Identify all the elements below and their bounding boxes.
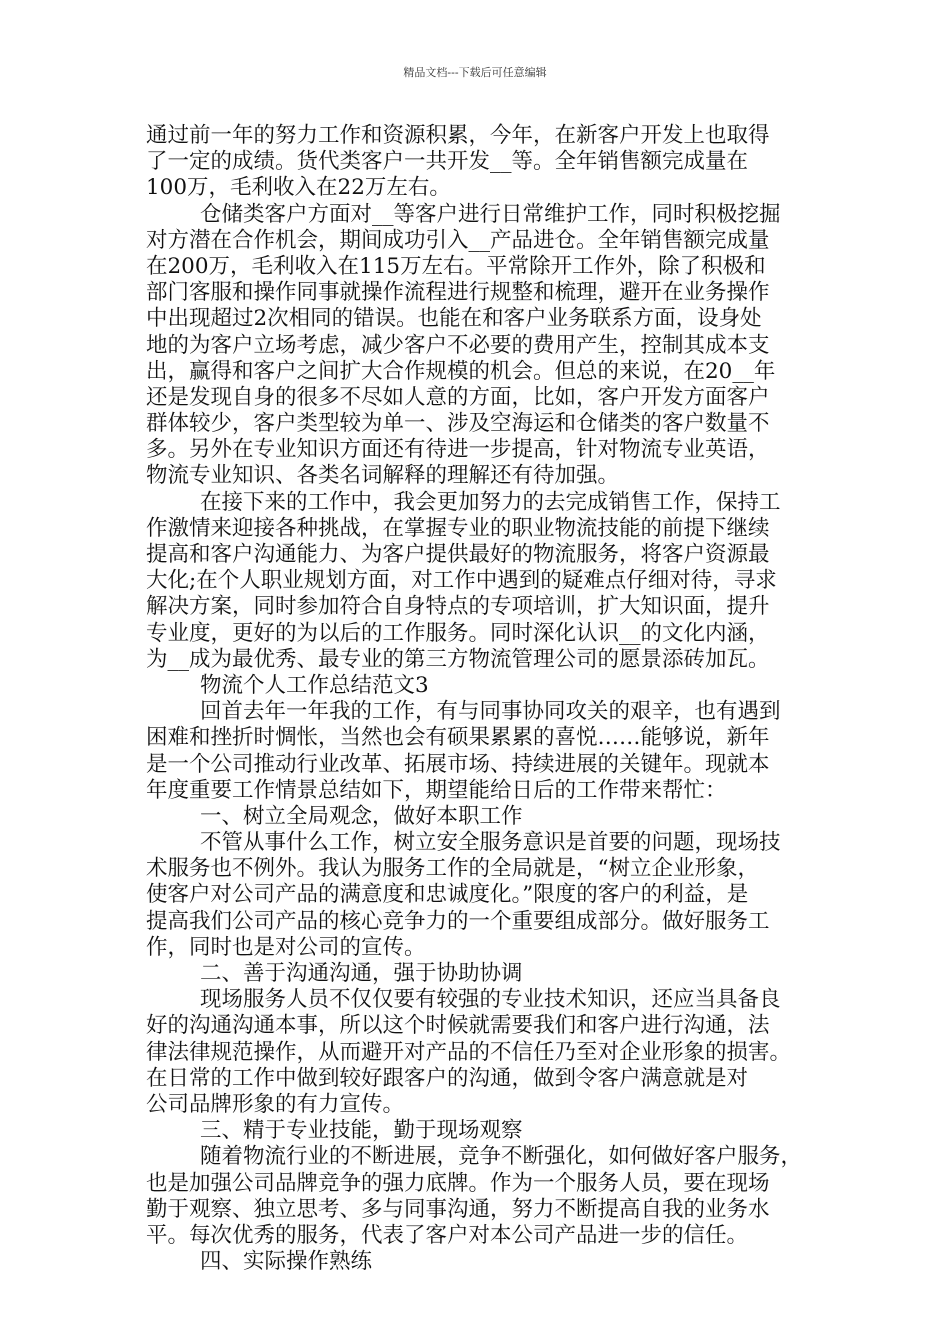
text-line: 解决方案，同时参加符合自身特点的专项培训，扩大知识面，提升: [146, 594, 770, 620]
text-line: 对方潜在合作机会，期间成功引入__产品进仓。全年销售额完成量: [146, 227, 770, 253]
text-line: 回首去年一年我的工作，有与同事协同攻关的艰辛，也有遇到: [200, 699, 781, 725]
text-line: 现场服务人员不仅仅要有较强的专业技术知识，还应当具备良: [200, 987, 781, 1013]
text-line: 作激情来迎接各种挑战，在掌握专业的职业物流技能的前提下继续: [146, 515, 770, 541]
text-line: 中出现超过2次相同的错误。也能在和客户业务联系方面，设身处: [146, 306, 762, 332]
text-line: 勤于观察、独立思考、多与同事沟通，努力不断提高自我的业务水: [146, 1196, 770, 1222]
text-line: 地的为客户立场考虑，减少客户不必要的费用产生，控制其成本支: [146, 332, 770, 358]
text-line: 还是发现自身的很多不尽如人意的方面，比如，客户开发方面客户: [146, 384, 770, 410]
text-line: 仓储类客户方面对__等客户进行日常维护工作，同时积极挖掘: [200, 201, 781, 227]
text-line: 大化;在个人职业规划方面，对工作中遇到的疑难点仔细对待，寻求: [146, 568, 777, 594]
text-line: 提高和客户沟通能力、为客户提供最好的物流服务，将客户资源最: [146, 542, 770, 567]
text-line: 也是加强公司品牌竞争的强力底牌。作为一个服务人员，要在现场: [146, 1170, 770, 1196]
text-line: 专业度，更好的为以后的工作服务。同时深化认识__的文化内涵，: [146, 620, 770, 646]
text-line: 作，同时也是对公司的宣传。: [146, 934, 426, 960]
document-body: [146, 123, 810, 1275]
text-line: 三、精于专业技能，勤于现场观察: [200, 1118, 523, 1144]
text-line: 了一定的成绩。货代类客户一共开发__等。全年销售额完成量在: [146, 149, 749, 175]
text-line: 二、善于沟通沟通，强于协助协调: [200, 961, 523, 986]
text-line: 四、实际操作熟练: [200, 1249, 373, 1275]
text-line: 物流个人工作总结范文3: [200, 672, 429, 698]
text-line: 平。每次优秀的服务，代表了客户对本公司产品进一步的信任。: [146, 1222, 749, 1248]
text-line: 使客户对公司产品的满意度和忠诚度化。”限度的客户的利益，是: [146, 882, 749, 908]
text-line: 不管从事什么工作，树立安全服务意识是首要的问题，现场技: [200, 830, 781, 856]
text-line: 律法律规范操作，从而避开对产品的不信任乃至对企业形象的损害。: [146, 1039, 792, 1065]
text-line: 公司品牌形象的有力宣传。: [146, 1091, 405, 1117]
text-line: 术服务也不例外。我认为服务工作的全局就是，“树立企业形象，: [146, 856, 759, 882]
text-line: 提高我们公司产品的核心竞争力的一个重要组成部分。做好服务工: [146, 908, 770, 934]
text-line: 出，赢得和客户之间扩大合作规模的机会。但总的来说，在20__年: [146, 358, 776, 384]
text-line: 在200万，毛利收入在115万左右。平常除开工作外，除了积极和: [146, 253, 766, 279]
text-line: 100万，毛利收入在22万左右。: [146, 175, 451, 201]
text-line: 物流专业知识、各类名词解释的理解还有待加强。: [146, 463, 620, 489]
text-line: 随着物流行业的不断进展，竞争不断强化，如何做好客户服务，: [200, 1144, 803, 1170]
text-line: 多。另外在专业知识方面还有待进一步提高，针对物流专业英语，: [146, 437, 770, 463]
page-header: 精品文档---下载后可任意编辑: [403, 66, 547, 79]
text-line: 一、树立全局观念，做好本职工作: [200, 803, 523, 829]
text-line: 年度重要工作情景总结如下，期望能给日后的工作带来帮忙：: [146, 777, 727, 803]
text-line: 好的沟通沟通本事，所以这个时候就需要我们和客户进行沟通，法: [146, 1013, 770, 1039]
text-line: 为__成为最优秀、最专业的第三方物流管理公司的愿景添砖加瓦。: [146, 646, 770, 672]
text-line: 是一个公司推动行业改革、拓展市场、持续进展的关键年。现就本: [146, 751, 770, 777]
text-line: 部门客服和操作同事就操作流程进行规整和梳理，避开在业务操作: [146, 280, 770, 306]
text-line: 在日常的工作中做到较好跟客户的沟通，做到令客户满意就是对: [146, 1065, 749, 1091]
text-line: 在接下来的工作中，我会更加努力的去完成销售工作，保持工: [200, 489, 781, 515]
text-line: 困难和挫折时惆怅，当然也会有硕果累累的喜悦……能够说，新年: [146, 725, 770, 751]
text-line: 通过前一年的努力工作和资源积累，今年，在新客户开发上也取得: [146, 123, 770, 148]
text-line: 群体较少，客户类型较为单一、涉及空海运和仓储类的客户数量不: [146, 411, 770, 437]
